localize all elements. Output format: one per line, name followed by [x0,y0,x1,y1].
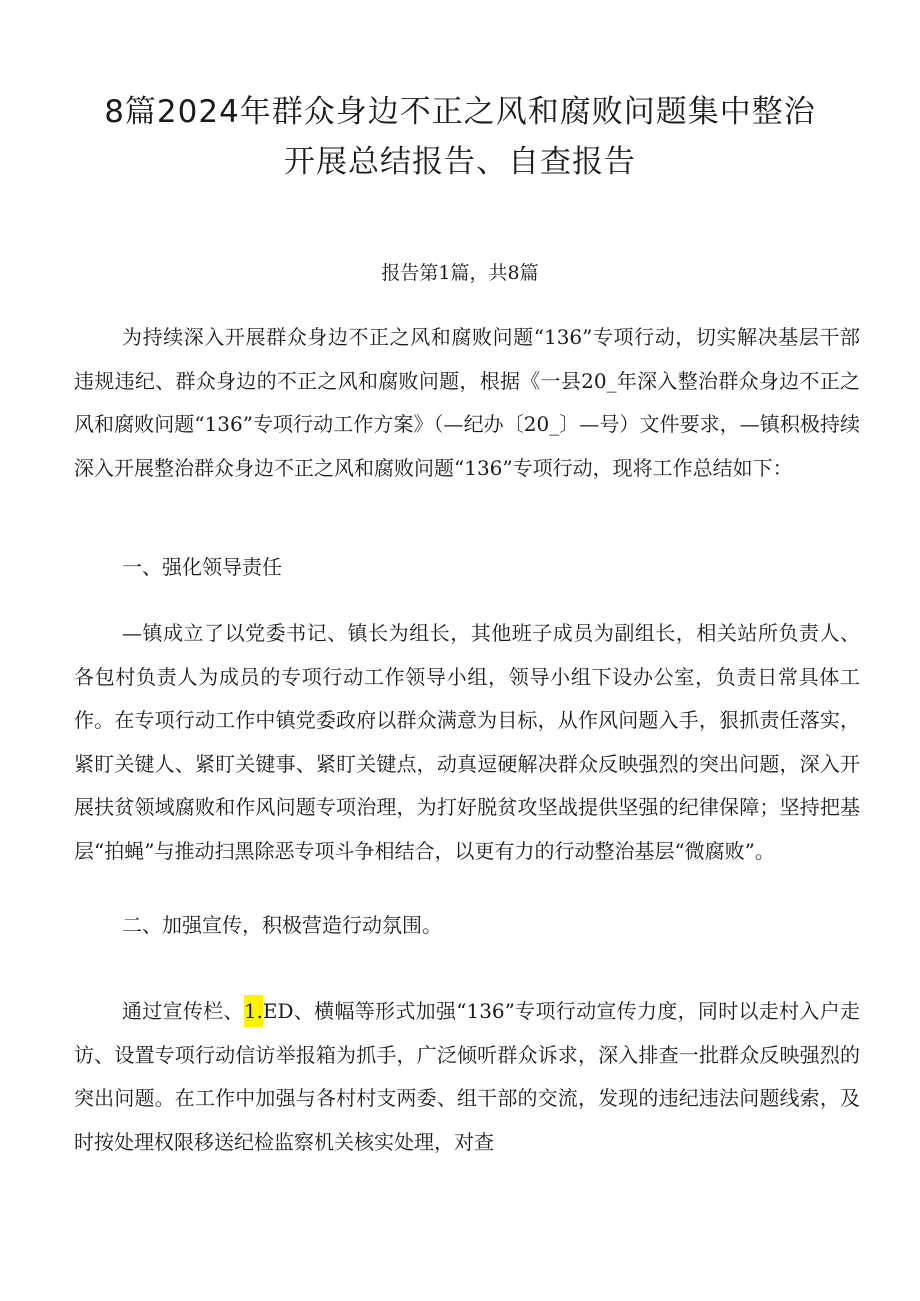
report-index-subtitle: 报告第1篇，共8篇 [381,262,539,284]
section-2-paragraph [74,990,860,1164]
document-title-line-2: 开展总结报告、自查报告 [284,144,636,180]
section-2-text-rest: ED、横幅等形式加强“136”专项行动宣传力度，同时以走村入户走访、设置专项行动信访举报箱为抓手，广泛倾听群众诉求，深入排查一批群众反映强烈的突出问题。在工作中加强与各村村支两委、组干部的交流，发现的违纪违法问题线索，及时按处理权限移送纪检监察机关核实处理，对查 [74,999,860,1154]
section-1-paragraph: —镇成立了以党委书记、镇长为组长，其他班子成员为副组长，相关站所负责人、各包村负责人为成员的专项行动工作领导小组，领导小组下设办公室，负责日常具体工作。在专项行动工作中镇党委政府以群众满意为目标，从作风问题入手，狠抓责任落实，紧盯关键人、紧盯关键事、紧盯关键点，动真逗硬解决群众反映强烈的突出问题，深入开展扶贫领域腐败和作风问题专项治理，为打好脱贫攻坚战提供坚强的纪律保障；坚持把基层“拍蝇”与推动扫黑除恶专项斗争相结合，以更有力的行动整治基层“微腐败”。 [74,621,860,863]
section-2-text-start: 通过宣传栏、 [122,999,244,1023]
section-heading-1: 一、强化领导责任 [122,555,282,579]
highlighted-text: 1. [244,995,263,1027]
section-heading-2: 二、加强宣传，积极营造行动氛围。 [122,913,442,937]
intro-paragraph: 为持续深入开展群众身边不正之风和腐败问题“136”专项行动，切实解决基层干部违规违纪、群众身边的不正之风和腐败问题，根据《一县20_年深入整治群众身边不正之风和腐败问题“136”专项行动工作方案》（—纪办〔20_〕—号）文件要求，—镇积极持续深入开展整治群众身边不正之风和腐败问题“136”专项行动，现将工作总结如下： [74,325,860,480]
document-title-line-1: 8篇2024年群众身边不正之风和腐败问题集中整治 [104,94,816,130]
